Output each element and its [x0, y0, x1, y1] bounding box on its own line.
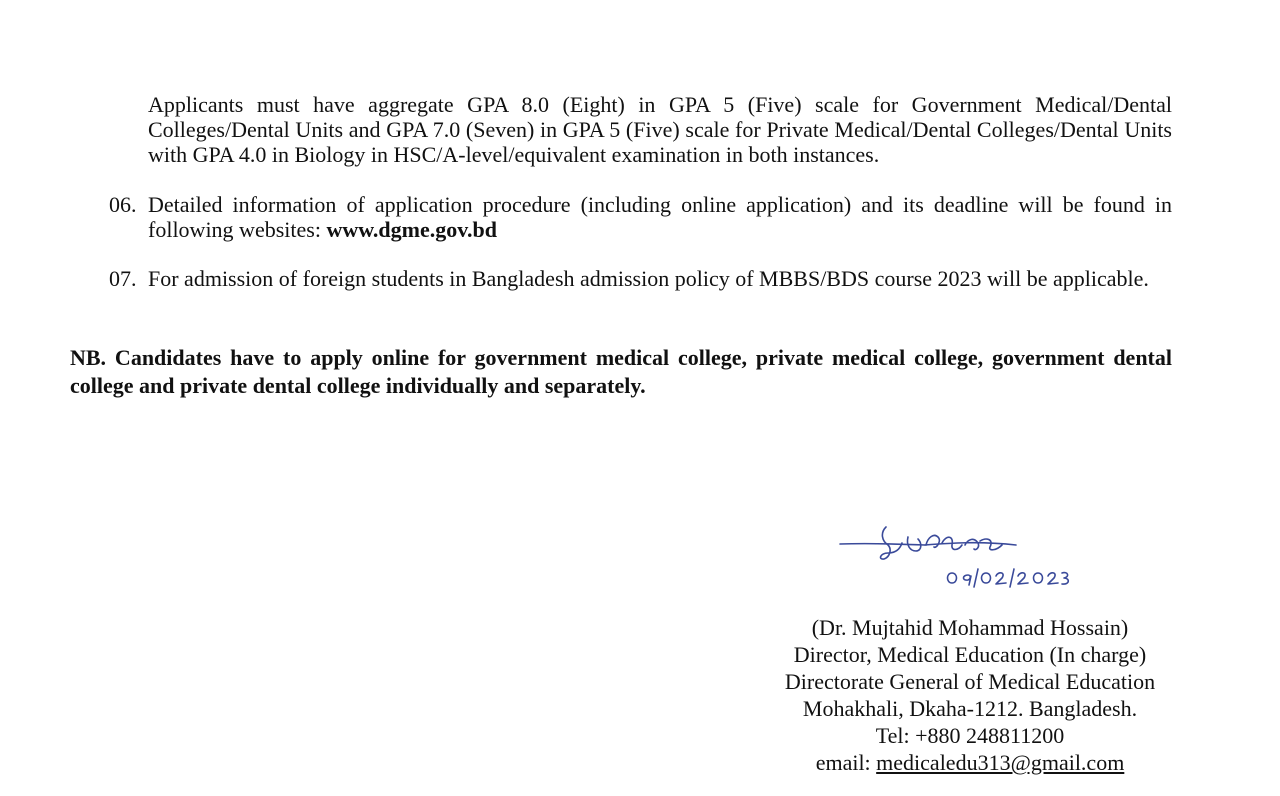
- signatory-email-line: [740, 749, 1200, 776]
- item-number: 06.: [109, 192, 137, 217]
- item-text: [148, 192, 1172, 242]
- list-item-07: [109, 266, 1173, 316]
- email-link[interactable]: medicaledu313@gmail.com: [876, 750, 1125, 775]
- signatory-name: (Dr. Mujtahid Mohammad Hossain): [811, 615, 1129, 640]
- website-link[interactable]: www.dgme.gov.bd: [326, 217, 497, 242]
- gpa-requirement-paragraph: Applicants must have aggregate GPA 8.0 (Eight) in GPA 5 (Five) scale for Government Medical/Dental Colleges/Dental Units and GPA 7.0 (Seven) in GPA 5 (Five) scale for Private Medical/Dental Colleges/Dental Units with GPA 4.0 in Biology in HSC/A-level/equivalent examination in both instances.: [148, 92, 1172, 167]
- handwritten-signature: [830, 515, 1080, 605]
- signatory-organization: Directorate General of Medical Education: [784, 669, 1156, 694]
- signatory-block: [740, 614, 1200, 776]
- item-07-text: For admission of foreign students in Bangladesh admission policy of MBBS/BDS course 2023 will be applicable.: [148, 266, 1149, 291]
- nb-note: NB. Candidates have to apply online for government medical college, private medical college, government dental college and private dental college individually and separately.: [70, 345, 1172, 398]
- item-number: 07.: [109, 266, 137, 291]
- email-label: email:: [815, 750, 877, 775]
- signatory-telephone: Tel: +880 248811200: [875, 723, 1065, 748]
- item-06-text: Detailed information of application procedure (including online application) and its deadline will be found in following websites:: [148, 192, 1172, 242]
- signatory-address: Mohakhali, Dkaha-1212. Bangladesh.: [802, 696, 1138, 721]
- signatory-designation: Director, Medical Education (In charge): [793, 642, 1147, 667]
- list-item-06: [109, 192, 1173, 242]
